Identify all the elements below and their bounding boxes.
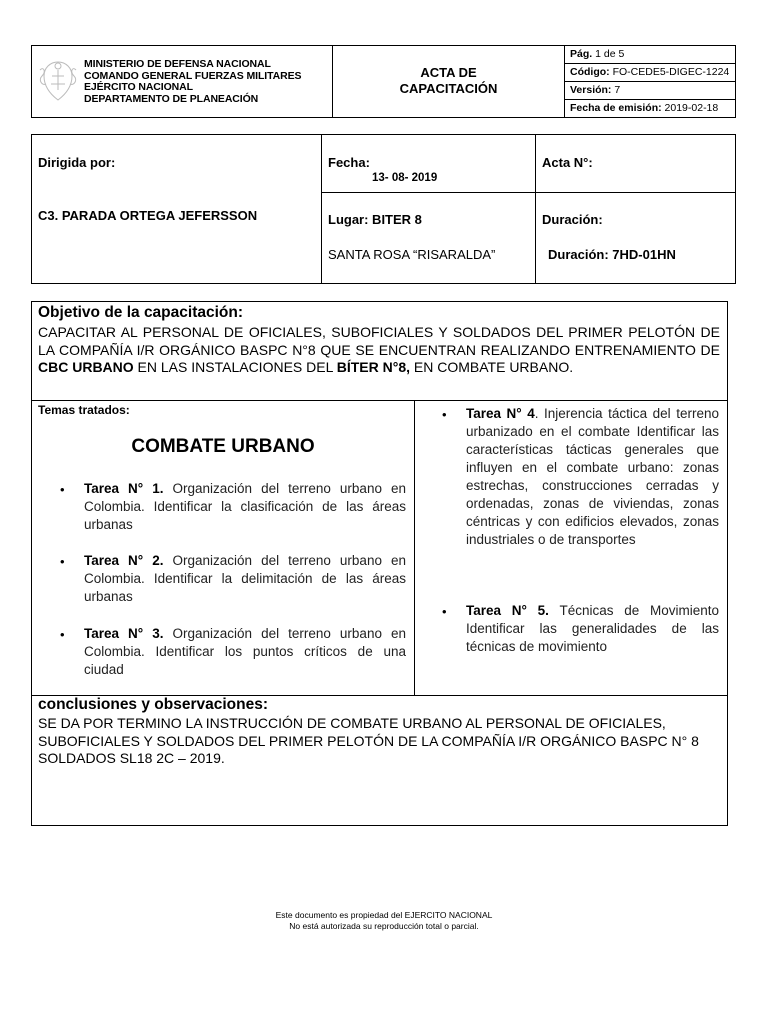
bullet-icon: • — [60, 554, 65, 569]
meta-issue-date: Fecha de emisión: 2019-02-18 — [570, 102, 719, 114]
org-line: COMANDO GENERAL FUERZAS MILITARES — [84, 69, 302, 82]
document-title — [333, 65, 564, 97]
instructor-name: C3. PARADA ORTEGA JEFERSSON — [38, 208, 258, 223]
document-header — [31, 45, 736, 118]
org-line: DEPARTAMENTO DE PLANEACIÓN — [84, 92, 259, 105]
bullet-icon: • — [60, 482, 65, 497]
organization-lines — [84, 59, 301, 105]
section-title: COMBATE URBANO — [131, 436, 315, 457]
bullet-icon: • — [60, 627, 65, 642]
metadata-cell — [565, 46, 735, 117]
task-item: Tarea N° 2. Organización del terreno urbano en Colombia. Identificar la delimitación de las áreas urbanas — [84, 553, 406, 604]
objetivo-text: CAPACITAR AL PERSONAL DE OFICIALES, SUBOFICIALES Y SOLDADOS DEL PRIMER PELOTÓN DE LA COMPAÑÍA I/R ORGÁNICO BASPC N°8 QUE SE ENCUENTRAN REALIZANDO ENTRENAMIENTO DE CBC URBANO EN LAS INSTALACIONES DEL BÍTER N°8, EN COMBATE URBANO. — [38, 324, 720, 375]
conclusiones-heading: conclusiones y observaciones: — [38, 696, 269, 713]
bullet-icon: • — [442, 604, 447, 619]
info-table — [31, 134, 736, 284]
task-item: Tarea N° 1. Organización del terreno urbano en Colombia. Identificar la clasificación de las áreas urbanas — [84, 481, 406, 532]
task-item: Tarea N° 4. Injerencia táctica del terreno urbanizado en el combate Identificar las características tácticas generales que influyen en el combate urbano: zonas estrechas, construcciones cerradas y ordenadas, zonas de viviendas, zonas céntricas y con edificios elevados, zonas industriales o de transportes — [466, 406, 719, 547]
document-title-line: ACTA DE — [420, 65, 477, 80]
lugar-label: Lugar: BITER 8 — [328, 212, 422, 227]
meta-page: Pág. 1 de 5 — [565, 46, 735, 64]
task-item: Tarea N° 3. Organización del terreno urbano en Colombia. Identificar los puntos críticos de una ciudad — [84, 626, 406, 677]
task-item: Tarea N° 5. Técnicas de Movimiento Identificar las generalidades de las técnicas de movimiento — [466, 603, 719, 654]
dirigida-label: Dirigida por: — [38, 155, 116, 170]
org-line: EJÉRCITO NACIONAL — [84, 81, 193, 93]
objetivo-heading: Objetivo de la capacitación: — [38, 304, 244, 321]
document-title-line: CAPACITACIÓN — [399, 81, 498, 96]
bullet-icon: • — [442, 407, 447, 422]
content-table — [31, 301, 728, 826]
footer-line: No está autorizada su reproducción total o parcial. — [289, 921, 479, 931]
army-crest-icon — [36, 56, 80, 106]
fecha-label: Fecha: — [328, 155, 370, 170]
org-line: MINISTERIO DE DEFENSA NACIONAL — [84, 58, 271, 70]
fecha-value: 13- 08- 2019 — [372, 172, 438, 184]
duracion-label: Duración: — [542, 212, 603, 227]
footer-note — [0, 910, 768, 932]
meta-version: Versión: 7 — [565, 82, 735, 100]
organization-cell — [32, 46, 333, 117]
conclusiones-text: SE DA POR TERMINO LA INSTRUCCIÓN DE COMBATE URBANO AL PERSONAL DE OFICIALES, SUBOFICIALES Y SOLDADOS DEL PRIMER PELOTÓN DE LA COMPAÑÍA I/R ORGÁNICO BASPC N° 8 SOLDADOS SL18 2C – 2019. — [38, 715, 699, 766]
footer-line: Este documento es propiedad del EJERCITO NACIONAL — [275, 910, 493, 920]
duracion-value: Duración: 7HD-01HN — [548, 247, 676, 262]
title-cell — [333, 46, 565, 117]
temas-label: Temas tratados: — [38, 403, 130, 417]
lugar-value: SANTA ROSA “RISARALDA” — [328, 247, 496, 262]
acta-number-label: Acta N°: — [542, 155, 593, 170]
meta-code: Código: FO-CEDE5-DIGEC-1224 — [565, 64, 735, 82]
